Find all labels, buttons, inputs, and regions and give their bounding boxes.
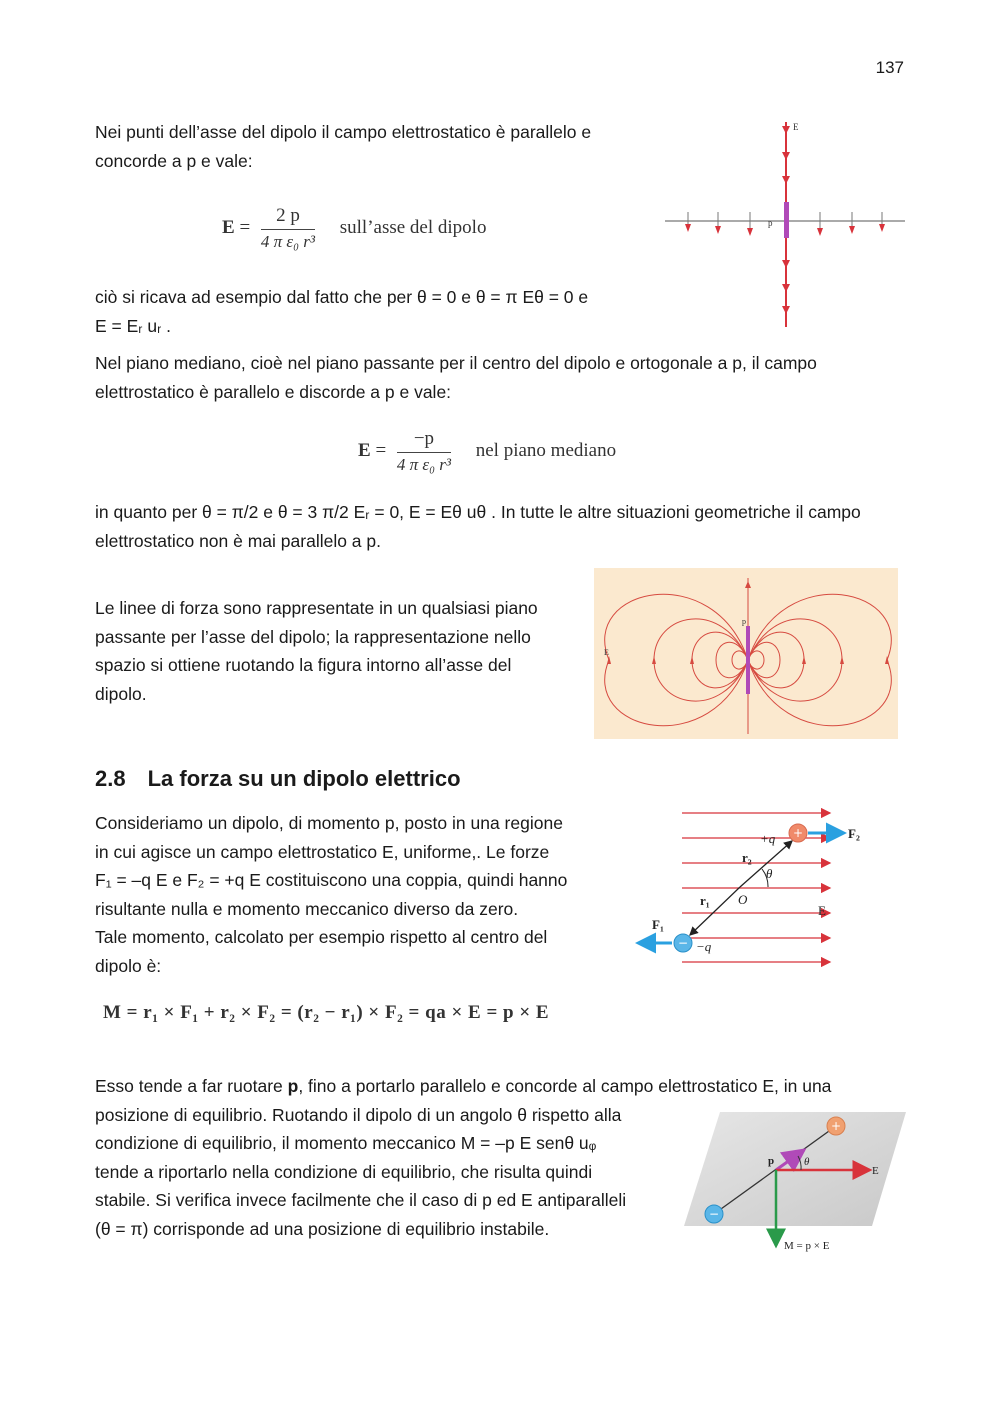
paragraph-consequence bbox=[95, 283, 588, 340]
text-line: E = Eᵣ uᵣ . bbox=[95, 315, 171, 336]
text-line: Tale momento, calcolato per esempio rispetto al centro del bbox=[95, 927, 548, 947]
eq-denominator: 4 π ε₀ r³ bbox=[260, 232, 315, 251]
eq-lhs: E bbox=[358, 439, 371, 461]
text-line: risultante nulla e momento meccanico diverso da zero. bbox=[95, 898, 519, 919]
label-F1: F₁ bbox=[652, 917, 664, 932]
label-M: M = p × E bbox=[784, 1240, 830, 1252]
equation-median bbox=[358, 428, 616, 475]
text-line: ciò si ricava ad esempio dal fatto che per θ = 0 e θ = π Eθ = 0 e bbox=[95, 287, 589, 307]
section-title: La forza su un dipolo elettrico bbox=[147, 766, 461, 791]
label-E: E bbox=[818, 903, 826, 918]
eq-denominator: 4 π ε₀ r³ bbox=[396, 455, 451, 474]
plus-sign-icon: + bbox=[792, 826, 804, 840]
dipole-bar bbox=[746, 626, 750, 694]
text-line: dipolo è: bbox=[95, 955, 162, 976]
text-line: concorde a p e vale: bbox=[95, 150, 253, 171]
text-line: posizione di equilibrio. Ruotando il dipolo di un angolo θ rispetto alla bbox=[95, 1104, 622, 1125]
text-line: F₁ = –q E e F₂ = +q E costituiscono una coppia, quindi hanno bbox=[95, 870, 568, 890]
text-line: Esso tende a far ruotare p, fino a portarlo parallelo e concorde al campo elettrostatico E, in una bbox=[95, 1076, 832, 1096]
text-line: passante per l’asse del dipolo; la rappresentazione nello bbox=[95, 626, 531, 647]
text-line: in quanto per θ = π/2 e θ = 3 π/2 Eᵣ = 0, E = Eθ uθ . In tutte le altre situazioni geometriche il campo bbox=[95, 502, 861, 522]
eq-equals: = bbox=[239, 216, 251, 238]
dipole-bar bbox=[784, 202, 789, 238]
label-theta: θ bbox=[766, 866, 773, 881]
plus-sign-icon: + bbox=[830, 1119, 842, 1133]
eq-fraction bbox=[397, 428, 451, 475]
eq-note: sull’asse del dipolo bbox=[339, 216, 487, 238]
text-line: (θ = π) corrisponde ad una posizione di equilibrio instabile. bbox=[95, 1218, 550, 1239]
paragraph-median-plane bbox=[95, 349, 817, 406]
paragraph-other-cases bbox=[95, 498, 861, 555]
minus-sign-icon: − bbox=[708, 1207, 720, 1221]
label-theta: θ bbox=[804, 1156, 810, 1168]
label-E: E bbox=[872, 1165, 879, 1177]
label-minus-q: −q bbox=[696, 939, 712, 954]
paragraph-dipole-force bbox=[95, 809, 567, 980]
label-E: E bbox=[793, 122, 799, 132]
text-line: condizione di equilibrio, il momento meccanico M = –p E senθ uᵩ bbox=[95, 1133, 597, 1153]
text-line: elettrostatico non è mai parallelo a p. bbox=[95, 530, 381, 551]
eq-numerator: 2 p bbox=[261, 205, 315, 230]
text-line: dipolo. bbox=[95, 683, 147, 704]
text-line: Nel piano mediano, cioè nel piano passante per il centro del dipolo e ortogonale a p, il campo bbox=[95, 353, 817, 373]
vector-r1 bbox=[690, 887, 740, 935]
eq-fraction bbox=[261, 205, 315, 252]
eq-equals: = bbox=[375, 439, 387, 461]
label-E: E bbox=[604, 648, 609, 657]
figure-axis-field bbox=[660, 112, 910, 332]
label-p: p bbox=[768, 1155, 775, 1167]
page-number: 137 bbox=[875, 58, 904, 77]
label-r1: r₁ bbox=[700, 893, 710, 908]
section-number: 2.8 bbox=[95, 766, 126, 791]
paragraph-axis bbox=[95, 118, 591, 175]
figure-field-lines bbox=[594, 568, 898, 739]
eq-note: nel piano mediano bbox=[475, 439, 617, 461]
text-line: Consideriamo un dipolo, di momento p, posto in una regione bbox=[95, 813, 563, 833]
eq-lhs: E bbox=[222, 216, 235, 238]
figure-dipole-forces bbox=[632, 805, 882, 970]
paragraph-field-lines bbox=[95, 594, 538, 708]
text-line: elettrostatico è parallelo e discorde a p e vale: bbox=[95, 381, 452, 402]
text-line: spazio si ottiene ruotando la figura intorno all’asse del bbox=[95, 655, 512, 675]
equation-axis bbox=[222, 205, 486, 252]
label-F2: F₂ bbox=[848, 826, 860, 841]
section-heading bbox=[95, 766, 461, 792]
text-line: Le linee di forza sono rappresentate in un qualsiasi piano bbox=[95, 598, 538, 618]
text-line: tende a riportarlo nella condizione di equilibrio, che risulta quindi bbox=[95, 1161, 593, 1182]
label-p: p bbox=[768, 218, 773, 228]
label-p: p bbox=[742, 617, 746, 626]
text-line: Nei punti dell’asse del dipolo il campo elettrostatico è parallelo e bbox=[95, 122, 592, 142]
minus-sign-icon: − bbox=[677, 936, 689, 950]
text-line: stabile. Si verifica invece facilmente che il caso di p ed E antiparalleli bbox=[95, 1190, 627, 1210]
eq-numerator: −p bbox=[397, 428, 451, 453]
text-line: in cui agisce un campo elettrostatico E, uniforme,. Le forze bbox=[95, 841, 550, 862]
label-plus-q: +q bbox=[760, 831, 776, 846]
label-r2: r₂ bbox=[742, 850, 752, 865]
figure-torque bbox=[680, 1108, 908, 1256]
equation-torque: M = r₁ × F₁ + r₂ × F₂ = (r₂ − r₁) × F₂ = qa × E = p × E bbox=[103, 1002, 550, 1023]
label-O: O bbox=[738, 892, 748, 907]
bold-p: p bbox=[287, 1076, 299, 1096]
